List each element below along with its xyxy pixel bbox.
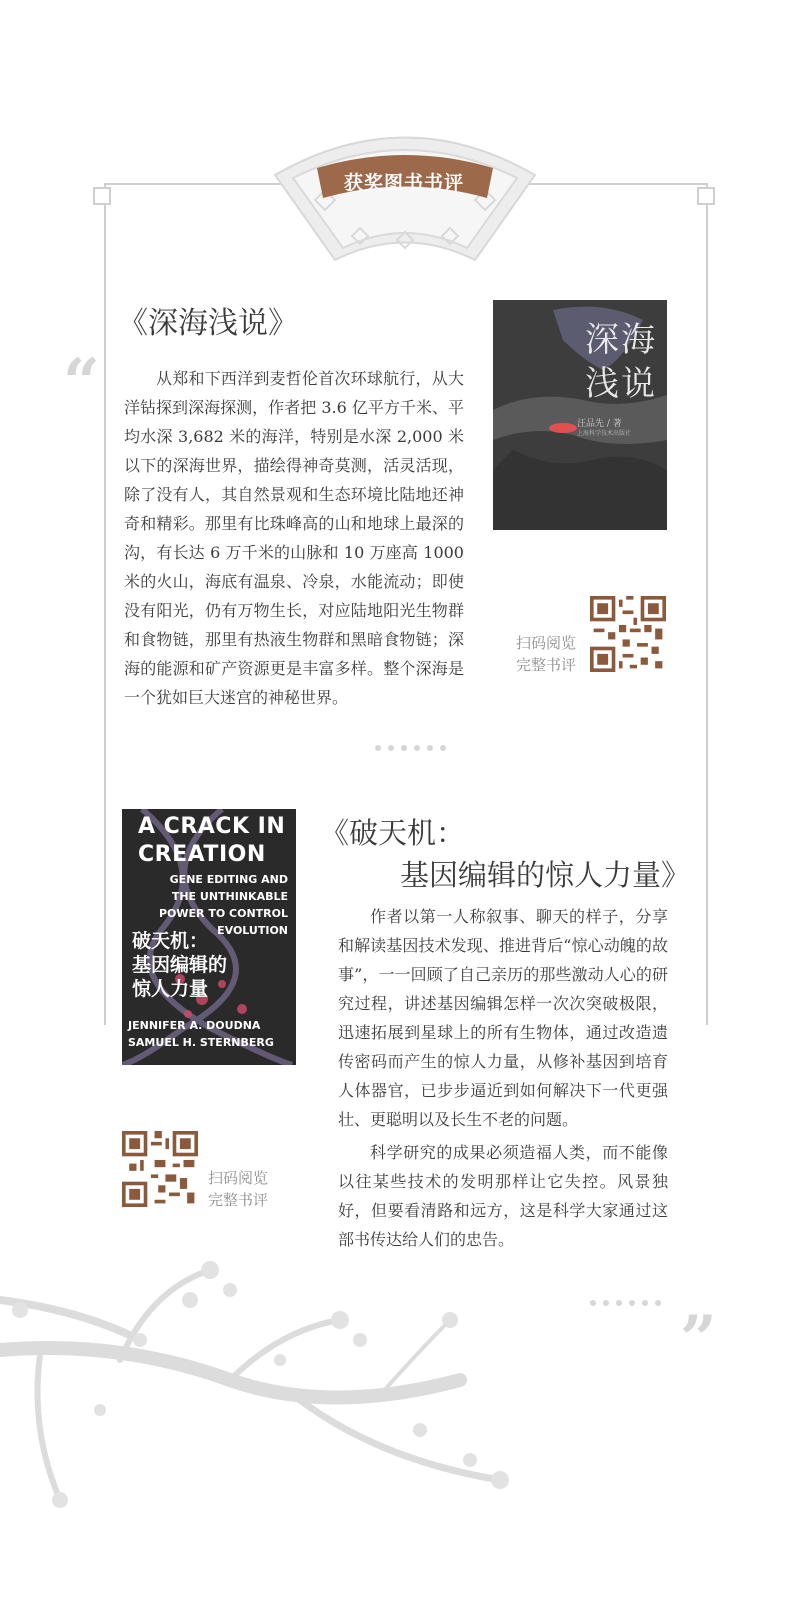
frame-corner-right (697, 187, 715, 205)
scan-line1: 扫码阅览 (516, 634, 577, 652)
open-quote-mark: “ (63, 345, 100, 420)
scan-line2: 完整书评 (516, 656, 577, 674)
scan-line1: 扫码阅览 (208, 1169, 269, 1187)
book1-title: 《深海浅说》 (118, 306, 298, 341)
scan-line2: 完整书评 (208, 1191, 269, 1209)
cover2-en-title-line2: CREATION (138, 842, 266, 867)
book1-review (124, 364, 464, 712)
divider-dots-1 (375, 745, 446, 751)
book2-review (338, 902, 668, 1254)
book2-cover (122, 809, 296, 1065)
book2-title-line2: 基因编辑的惊人力量》 (400, 858, 691, 892)
plum-branch-ornament (0, 1230, 560, 1530)
cover2-en-title-line1: A CRACK IN (138, 814, 286, 839)
cover2-zh-line2: 基因编辑的 (132, 954, 228, 976)
book2-paragraph1: 作者以第一人称叙事、聊天的样子，分享和解读基因技术发现、推进背后“惊心动魄的故事”，一一回顾了自己亲历的那些激动人心的研究过程，讲述基因编辑怎样一次次突破极限，迅速拓展到星球上的所有生物体，通过改造遗传密码而产生的惊人力量，从修补基因到培育人体器官，已步步逼近到如何解决下一代更强壮、更聪明以及长生不老的问题。 (338, 907, 668, 1129)
cover2-sub-line2: THE UNTHINKABLE (171, 890, 288, 903)
cover1-title-line1: 深海 (585, 320, 657, 360)
book1-qr-code[interactable] (590, 596, 666, 672)
cover2-sub-line4: EVOLUTION (217, 924, 288, 937)
book2-paragraph2: 科学研究的成果必须造福人类，而不能像以往某些技术的发明那样让它失控。风景独好，但要看清路和远方，这是科学大家通过这部书传达给人们的忠告。 (338, 1143, 668, 1249)
cover2-zh-line3: 惊人力量 (132, 978, 209, 1000)
cover2-sub-line3: POWER TO CONTROL (158, 907, 288, 920)
cover2-zh-line1: 破天机： (132, 930, 209, 952)
cover1-title (585, 318, 657, 406)
divider-dots-2 (590, 1300, 661, 1306)
cover2-sub-line1: GENE EDITING AND (169, 873, 288, 886)
close-quote-mark: ” (680, 1302, 717, 1377)
cover2-en-title (138, 813, 285, 869)
cover1-author: 汪品先 / 著 (577, 419, 622, 429)
cover2-authors (128, 1017, 274, 1051)
cover1-publisher: 上海科学技术出版社 (577, 430, 632, 437)
book1-scan-label (516, 632, 576, 676)
frame-corner-left (93, 187, 111, 205)
cover2-zh-title (132, 929, 227, 1001)
section-badge-title: 获奖图书书评 (343, 172, 464, 194)
book2-title-line1: 《破天机： (320, 816, 466, 850)
book1-cover (493, 300, 667, 530)
fan-ornament (265, 120, 545, 270)
cover1-title-line2: 浅说 (585, 364, 657, 404)
book1-paragraph: 从郑和下西洋到麦哲伦首次环球航行，从大洋钻探到深海探测，作者把 3.6 亿平方千米、平均水深 3,682 米的海洋，特别是水深 2,000 米以下的深海世界，描绘得神奇莫测，活灵活现，除了没有人，其自然景观和生态环境比陆地还神奇和精彩。那里有比珠峰高的山和地球上最深的沟，有长达 6 万千米的山脉和 10 万座高 1000 米的火山，海底有温泉、冷泉，水能流动；即使没有阳光，仍有万物生长，对应陆地阳光生物群和食物链，那里有热液生物群和黑暗食物链；深海的能源和矿产资源更是丰富多样。整个深海是一个犹如巨大迷宫的神秘世界。 (124, 369, 464, 707)
cover2-author2: SAMUEL H. STERNBERG (128, 1036, 274, 1049)
book2-scan-label (208, 1167, 268, 1211)
book2-title (320, 812, 690, 896)
cover2-author1: JENNIFER A. DOUDNA (128, 1019, 261, 1032)
book2-qr-code[interactable] (122, 1131, 198, 1207)
